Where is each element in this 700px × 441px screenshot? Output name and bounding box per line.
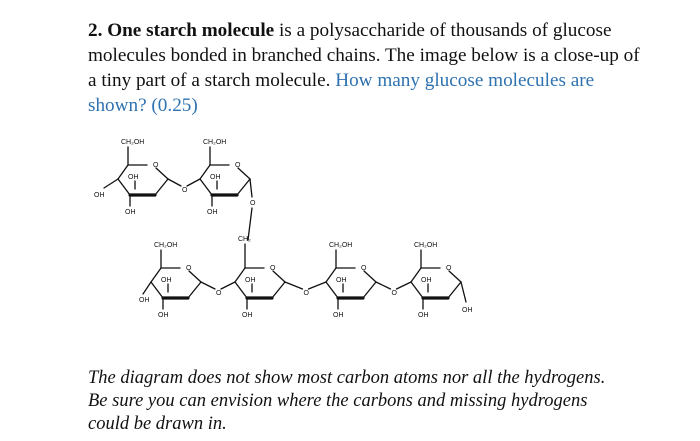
ring-bond — [235, 282, 247, 298]
ring-bond — [363, 282, 376, 298]
ring-oxygen-label: O — [270, 265, 276, 272]
oh-label: OH — [418, 312, 429, 319]
ring-bond — [235, 268, 245, 282]
oh-label: OH — [158, 312, 169, 319]
ring-bond — [156, 168, 168, 179]
ring-bond — [188, 282, 201, 298]
ring-bond — [155, 179, 168, 195]
ring-bond — [200, 179, 212, 195]
glycosidic-oxygen-label: O — [303, 290, 309, 297]
glycosidic-bond — [201, 282, 215, 289]
question-points: (0.25) — [151, 95, 198, 116]
ch2oh-label: CH₂OH — [329, 242, 353, 249]
ring-bond — [326, 268, 336, 282]
oh-label: OH — [462, 307, 473, 314]
ring-bond — [273, 271, 285, 282]
question-body: is a polysaccharide of thousands of glucose molecules bonded in branched chains. The image below is a close-up of a tiny part of a starch molecule. — [88, 20, 640, 91]
oh-bond — [143, 282, 151, 294]
glycosidic-bond — [221, 282, 235, 289]
oh-label: OH — [210, 174, 221, 181]
ring-bond — [411, 282, 423, 298]
ring-oxygen-label: O — [153, 162, 159, 169]
oh-bond — [461, 282, 466, 302]
ring-bond — [118, 179, 130, 195]
ring-bond — [411, 268, 421, 282]
oh-label: OH — [333, 312, 344, 319]
glucose-ring — [411, 250, 461, 309]
ring-bond — [272, 282, 285, 298]
question-subject: One starch molecule — [107, 20, 275, 41]
oh-label: OH — [125, 209, 136, 216]
ch2oh-label: CH₂OH — [154, 242, 178, 249]
ring-oxygen-label: O — [446, 265, 452, 272]
glucose-ring — [200, 147, 250, 206]
ring-bond — [200, 165, 210, 179]
oh-label: OH — [161, 277, 172, 284]
ring-bond — [151, 282, 163, 298]
ring-bond — [151, 268, 161, 282]
ch2oh-label: CH₂OH — [414, 242, 438, 249]
glycosidic-bond — [376, 282, 391, 289]
oh-label: OH — [421, 277, 432, 284]
diagram-labels — [94, 139, 473, 319]
glycosidic-oxygen-label: O — [216, 290, 222, 297]
branch-bond — [250, 179, 252, 197]
ring-bond — [448, 282, 461, 298]
glucose-ring — [235, 244, 285, 309]
diagram-rings — [118, 147, 461, 309]
oh-label: OH — [128, 174, 139, 181]
glycosidic-bond — [168, 179, 181, 186]
ch2-label: CH₂ — [238, 236, 251, 243]
ring-bond — [118, 165, 128, 179]
ring-bond — [326, 282, 338, 298]
glycosidic-bond — [187, 179, 200, 186]
oh-label: OH — [94, 192, 105, 199]
oh-label: OH — [336, 277, 347, 284]
oh-label: OH — [245, 277, 256, 284]
oh-label: OH — [242, 312, 253, 319]
glucose-ring — [326, 250, 376, 309]
glucose-ring — [118, 147, 168, 206]
glycosidic-bond — [285, 282, 303, 289]
ring-oxygen-label: O — [361, 265, 367, 272]
oh-label: OH — [207, 209, 218, 216]
ring-bond — [449, 271, 461, 282]
question-ask: How many glucose molecules are shown? — [88, 70, 595, 116]
ch2oh-label: CH₂OH — [121, 139, 145, 146]
glycosidic-oxygen-label: O — [391, 290, 397, 297]
ring-bond — [237, 179, 250, 195]
glycosidic-oxygen-label: O — [182, 187, 188, 194]
ring-bond — [364, 271, 376, 282]
ring-oxygen-label: O — [235, 162, 241, 169]
diagram-note: The diagram does not show most carbon atoms nor all the hydrogens. Be sure you can envision where the carbons and missing hydrogens could be drawn in. — [88, 368, 606, 434]
glycosidic-bond — [309, 282, 327, 289]
glucose-ring — [151, 250, 201, 309]
oh-label: OH — [139, 297, 150, 304]
ring-oxygen-label: O — [186, 265, 192, 272]
ring-bond — [189, 271, 201, 282]
question-number: 2. — [88, 20, 103, 41]
glycosidic-bond — [397, 282, 412, 289]
oh-bond — [104, 179, 118, 188]
branch-oxygen-label: O — [250, 200, 256, 207]
ring-bond — [238, 168, 250, 179]
ch2oh-label: CH₂OH — [203, 139, 227, 146]
